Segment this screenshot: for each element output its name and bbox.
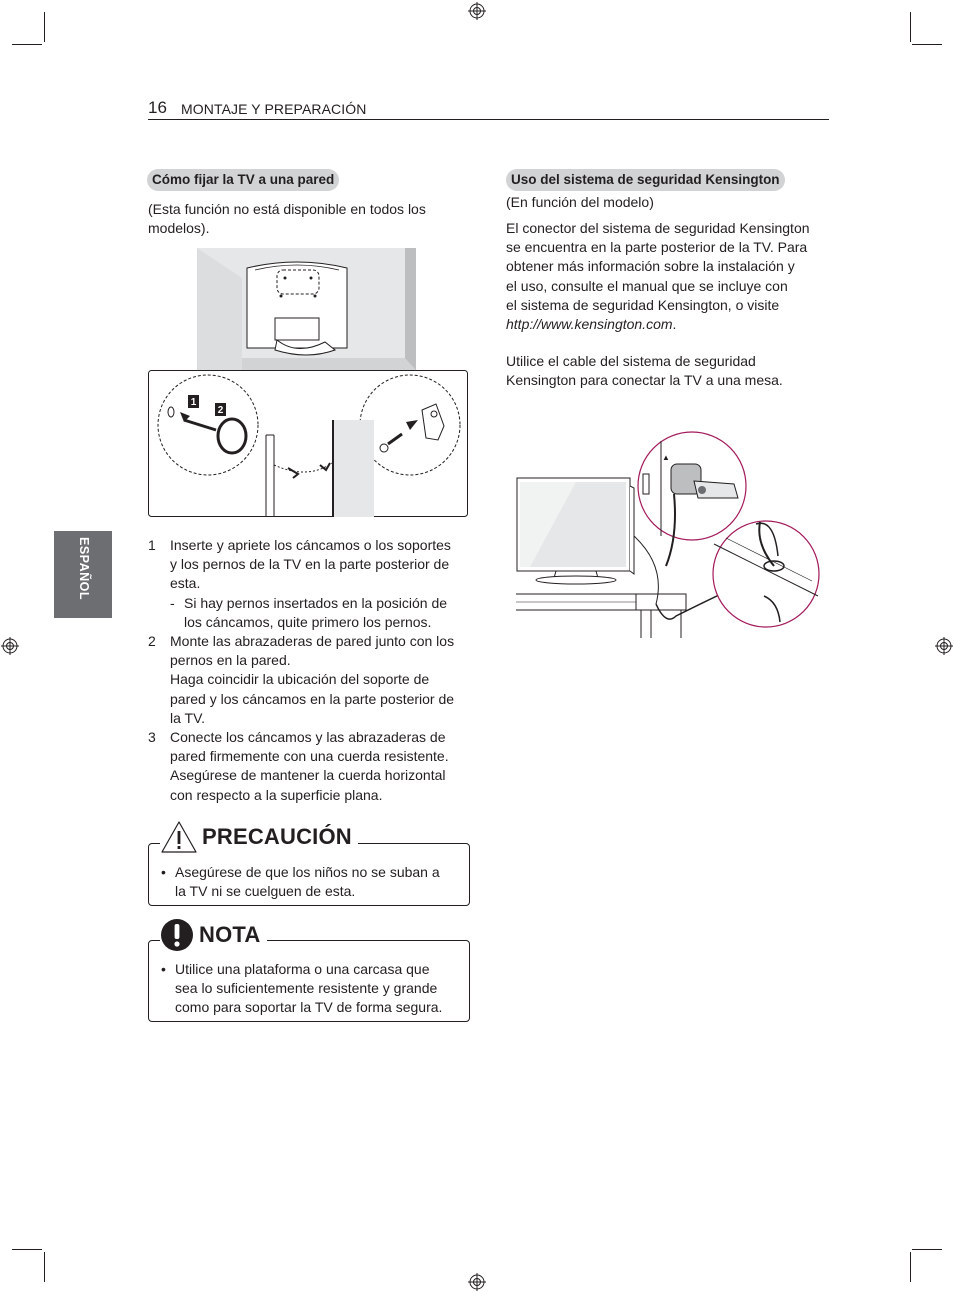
caution-title: PRECAUCIÓN <box>202 824 352 849</box>
crop-mark <box>912 44 942 45</box>
kensington-model-note: (En función del modelo) <box>506 194 654 210</box>
step-badge-2 <box>215 403 226 416</box>
kensington-heading: Uso del sistema de seguridad Kensington <box>506 169 785 191</box>
crop-mark <box>910 1252 911 1282</box>
list-item: 2 Monte las abrazaderas de pared junto con los pernos en la pared. Haga coincidir la ubicación del soporte de pared y los cáncamos en la parte posterior de la TV. <box>148 633 455 726</box>
page-number: 16 <box>148 98 167 117</box>
wall-mount-intro: (Esta función no está disponible en todos los modelos). <box>148 201 426 237</box>
crop-mark <box>44 1252 45 1282</box>
crop-mark <box>912 1249 942 1250</box>
list-item: 3 Conecte los cáncamos y las abrazaderas de pared firmemente con una cuerda resistente. Asegúrese de mantener la cuerda horizontal con respecto a la superficie plana. <box>148 729 449 803</box>
registration-mark-icon <box>1 637 19 655</box>
exclamation-circle-icon <box>160 918 194 952</box>
note-bullet: • Utilice una plataforma o una carcasa que sea lo suficientemente resistente y grande como para soportar la TV de forma segura. <box>161 961 443 1016</box>
step-badge-1 <box>188 395 199 408</box>
list-item: 1 Inserte y apriete los cáncamos o los soportes y los pernos de la TV en la parte posterior de esta. <box>148 537 451 592</box>
caution-bullet: • Asegúrese de que los niños no se suban a la TV ni se cuelguen de esta. <box>161 864 440 900</box>
note-title: NOTA <box>199 922 261 947</box>
section-title: MONTAJE Y PREPARACIÓN <box>181 101 367 117</box>
svg-text:2: 2 <box>217 405 224 416</box>
wall-mount-hardware-diagram <box>148 370 468 517</box>
kensington-lock-illustration <box>516 426 820 638</box>
kensington-paragraph-2: Utilice el cable del sistema de seguridad Kensington para conectar la TV a una mesa. <box>506 353 783 389</box>
note-header <box>160 917 267 953</box>
crop-mark <box>12 44 42 45</box>
list-subitem: - Si hay pernos insertados en la posición de los cáncamos, quite primero los pernos. <box>170 594 448 630</box>
tv-rear-wall-illustration <box>197 248 416 370</box>
registration-mark-icon <box>468 1273 486 1291</box>
registration-mark-icon <box>935 637 953 655</box>
registration-mark-icon <box>468 2 486 20</box>
instruction-steps <box>148 536 468 805</box>
language-tab <box>54 531 112 618</box>
page-header <box>148 98 829 120</box>
crop-mark <box>910 12 911 42</box>
language-tab-label: ESPAÑOL <box>77 537 91 600</box>
svg-text:▲: ▲ <box>662 453 670 462</box>
wall-mount-heading: Cómo fijar la TV a una pared <box>147 169 339 191</box>
crop-mark <box>12 1249 42 1250</box>
kensington-paragraph-1: El conector del sistema de seguridad Kensington se encuentra en la parte posterior de la TV. Para obtener más información sobre la instalación y el uso, consulte el manual que se incluye con el sistema de seguridad Kensington, o visite http://www.kensington.com. <box>506 220 810 333</box>
warning-triangle-icon <box>160 820 198 854</box>
crop-mark <box>44 12 45 42</box>
caution-header <box>160 819 358 855</box>
svg-text:1: 1 <box>190 397 197 408</box>
kensington-url-link[interactable]: http://www.kensington.com <box>506 316 673 333</box>
